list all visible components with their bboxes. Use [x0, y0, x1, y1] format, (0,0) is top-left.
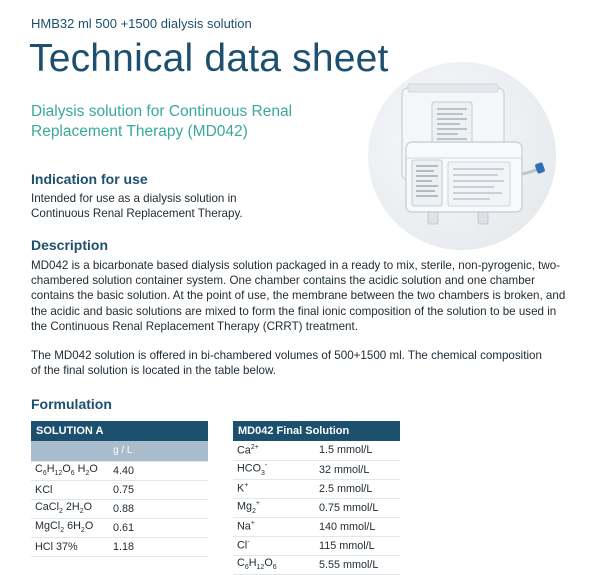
- component-name: MgCl$_2$ $6H_2O$: [31, 518, 109, 537]
- table-row: [31, 480, 208, 499]
- page-subtitle: Dialysis solution for Continuous Renal Replacement Therapy (MD042): [31, 103, 293, 140]
- component-value: 0.61: [109, 518, 208, 537]
- ion-name: $Ca^{2+}$: [233, 441, 315, 460]
- ion-name: $C_6H_{12}O_6$: [233, 555, 315, 574]
- solution-a-table: [31, 421, 208, 557]
- indication-heading: Indication for use: [31, 171, 148, 187]
- table-row: [233, 536, 400, 555]
- unit-header: g / L: [109, 441, 208, 461]
- table-row: [31, 499, 208, 518]
- table-header-row: [31, 441, 208, 461]
- product-line-label: HMB32 ml 500 +1500 dialysis solution: [31, 16, 252, 31]
- table-row: [31, 537, 208, 556]
- table-row: [233, 555, 400, 574]
- component-value: 1.18: [109, 537, 208, 556]
- description-paragraph-2: The MD042 solution is offered in bi-chambered volumes of 500+1500 ml. The chemical composition of the final solution is located in the table below.: [31, 349, 542, 378]
- final-solution-title: MD042 Final Solution: [233, 421, 400, 441]
- solution-a-title: SOLUTION A: [31, 421, 208, 441]
- formulation-heading: Formulation: [31, 396, 112, 412]
- ion-value: 1.5 mmol/L: [315, 441, 400, 460]
- ion-value: 115 mmol/L: [315, 536, 400, 555]
- page-title: Technical data sheet: [29, 37, 389, 80]
- table-row: [233, 460, 400, 479]
- ion-name: $Mg_2^+$: [233, 498, 315, 517]
- dialysis-bag-image: [368, 62, 556, 250]
- component-name: CaCl$_2$ $2H_2O$: [31, 499, 109, 518]
- component-name: $C_6H_{12}O_6$ $H_2O$: [31, 461, 109, 480]
- product-photo: [368, 62, 556, 250]
- table-row: [233, 498, 400, 517]
- ion-value: 5.55 mmol/L: [315, 555, 400, 574]
- ion-value: 32 mmol/L: [315, 460, 400, 479]
- ion-value: 140 mmol/L: [315, 517, 400, 536]
- component-value: 4.40: [109, 461, 208, 480]
- indication-text: Intended for use as a dialysis solution in Continuous Renal Replacement Therapy.: [31, 192, 243, 221]
- component-name: KCl: [31, 480, 109, 499]
- table-row: [31, 461, 208, 480]
- ion-name: Cl-: [233, 536, 315, 555]
- description-paragraph-1: MD042 is a bicarbonate based dialysis solution packaged in a ready to mix, sterile, non-pyrogenic, two-chambered solution container system. One chamber contains the acidic solution and one chamber contains the basic solution. At the point of use, the membrane between the two chambers is broken, and the acidic and basic solutions are mixed to form the final ionic composition of the solution to be used in the Continuous Renal Replacement Therapy (CRRT) treatment.: [31, 259, 566, 333]
- description-heading: Description: [31, 237, 109, 253]
- component-value: 0.75: [109, 480, 208, 499]
- ion-name: K+: [233, 479, 315, 498]
- table-row: [31, 518, 208, 537]
- ion-name: $HCO_3^-$: [233, 460, 315, 479]
- ion-value: 2.5 mmol/L: [315, 479, 400, 498]
- ion-name: Na+: [233, 517, 315, 536]
- table-row: [233, 441, 400, 460]
- final-solution-table: [233, 421, 400, 575]
- component-value: 0.88: [109, 499, 208, 518]
- ion-value: 0.75 mmol/L: [315, 498, 400, 517]
- component-name: HCl 37%: [31, 537, 109, 556]
- table-row: [233, 479, 400, 498]
- table-row: [233, 517, 400, 536]
